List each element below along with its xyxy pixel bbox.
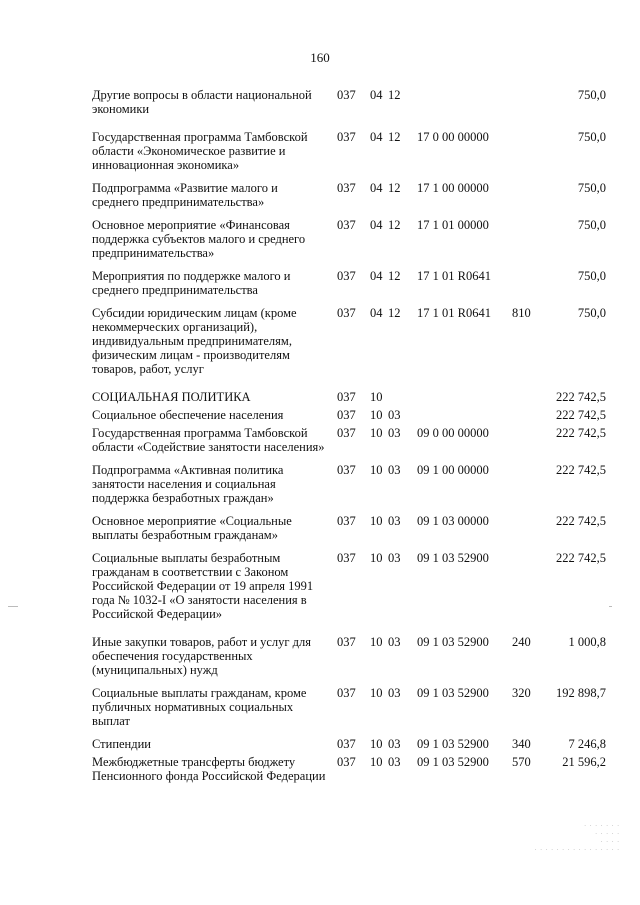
row-csr: 09 1 03 52900 — [417, 551, 489, 565]
row-sum: 222 742,5 — [556, 426, 606, 440]
row-rz: 04 — [370, 218, 383, 232]
row-pr: 12 — [388, 218, 401, 232]
row-name: Социальное обеспечение населения — [92, 408, 284, 422]
row-ved: 037 — [337, 426, 356, 440]
row-pr: 03 — [388, 463, 401, 477]
row-pr: 03 — [388, 426, 401, 440]
row-rz: 04 — [370, 306, 383, 320]
row-name: Государственная программа Тамбовской области «Содействие занятости населения» — [92, 426, 325, 454]
row-name: Подпрограмма «Активная политика занятости населения и социальная поддержка безработных граждан» — [92, 463, 284, 505]
row-sum: 222 742,5 — [556, 408, 606, 422]
row-vr: 570 — [512, 755, 531, 769]
row-pr: 12 — [388, 306, 401, 320]
table-row — [92, 551, 612, 621]
row-ved: 037 — [337, 130, 356, 144]
table-row — [92, 130, 612, 172]
row-csr: 09 0 00 00000 — [417, 426, 489, 440]
row-rz: 10 — [370, 737, 383, 751]
row-rz: 10 — [370, 426, 383, 440]
row-ved: 037 — [337, 390, 356, 404]
row-pr: 03 — [388, 686, 401, 700]
table-row — [92, 181, 612, 209]
table-row — [92, 426, 612, 454]
row-ved: 037 — [337, 269, 356, 283]
margin-mark-left — [8, 606, 18, 607]
row-sum: 222 742,5 — [556, 551, 606, 565]
row-ved: 037 — [337, 88, 356, 102]
row-csr: 09 1 03 52900 — [417, 686, 489, 700]
row-rz: 10 — [370, 551, 383, 565]
row-ved: 037 — [337, 181, 356, 195]
row-name: Субсидии юридическим лицам (кроме некоммерческих организаций), индивидуальным предпринимателям, физическим лицам - производителям товаров, работ, услуг — [92, 306, 297, 376]
table-row — [92, 686, 612, 728]
row-csr: 17 1 01 R0641 — [417, 269, 491, 283]
row-csr: 09 1 03 52900 — [417, 755, 489, 769]
table-row — [92, 463, 612, 505]
row-rz: 10 — [370, 390, 383, 404]
row-pr: 03 — [388, 755, 401, 769]
row-pr: 03 — [388, 551, 401, 565]
table-row — [92, 269, 612, 297]
table-row — [92, 635, 612, 677]
row-name: Иные закупки товаров, работ и услуг для обеспечения государственных (муниципальных) нужд — [92, 635, 312, 677]
row-pr: 12 — [388, 88, 401, 102]
row-name: Основное мероприятие «Финансовая поддержка субъектов малого и среднего предпринимательства» — [92, 218, 306, 260]
row-name: Подпрограмма «Развитие малого и среднего предпринимательства» — [92, 181, 278, 209]
row-name: Государственная программа Тамбовской области «Экономическое развитие и инновационная экономика» — [92, 130, 308, 172]
row-pr: 03 — [388, 408, 401, 422]
row-ved: 037 — [337, 463, 356, 477]
table-row — [92, 218, 612, 260]
row-name: Основное мероприятие «Социальные выплаты безработным гражданам» — [92, 514, 292, 542]
row-pr: 12 — [388, 269, 401, 283]
row-vr: 340 — [512, 737, 531, 751]
row-name: Социальные выплаты гражданам, кроме публичных нормативных социальных выплат — [92, 686, 307, 728]
page-number: 160 — [310, 50, 330, 65]
row-csr: 17 1 01 00000 — [417, 218, 489, 232]
row-csr: 17 1 01 R0641 — [417, 306, 491, 320]
row-name: Другие вопросы в области национальной экономики — [92, 88, 312, 116]
row-vr: 320 — [512, 686, 531, 700]
row-pr: 12 — [388, 130, 401, 144]
row-sum: 750,0 — [577, 181, 606, 195]
table-row — [92, 390, 612, 404]
row-csr: 09 1 03 52900 — [417, 635, 489, 649]
row-sum: 7 246,8 — [568, 737, 606, 751]
table-row — [92, 88, 612, 116]
row-sum: 222 742,5 — [556, 390, 606, 404]
row-pr: 03 — [388, 635, 401, 649]
row-ved: 037 — [337, 686, 356, 700]
table-row — [92, 737, 612, 751]
row-rz: 10 — [370, 514, 383, 528]
row-ved: 037 — [337, 755, 356, 769]
margin-mark-right — [609, 606, 612, 607]
row-sum: 21 596,2 — [562, 755, 606, 769]
row-rz: 04 — [370, 269, 383, 283]
row-pr: 03 — [388, 737, 401, 751]
table-row — [92, 755, 612, 783]
table-row — [92, 514, 612, 542]
row-csr: 17 0 00 00000 — [417, 130, 489, 144]
row-rz: 10 — [370, 635, 383, 649]
row-name: Мероприятия по поддержке малого и среднего предпринимательства — [92, 269, 291, 297]
table-row — [92, 306, 612, 376]
row-rz: 10 — [370, 408, 383, 422]
row-rz: 04 — [370, 130, 383, 144]
row-rz: 10 — [370, 463, 383, 477]
row-sum: 750,0 — [577, 218, 606, 232]
row-vr: 810 — [512, 306, 531, 320]
row-name: Стипендии — [92, 737, 151, 751]
row-sum: 1 000,8 — [568, 635, 606, 649]
row-pr: 03 — [388, 514, 401, 528]
row-rz: 04 — [370, 88, 383, 102]
row-ved: 037 — [337, 408, 356, 422]
row-ved: 037 — [337, 737, 356, 751]
table-row — [92, 408, 612, 422]
row-sum: 750,0 — [577, 306, 606, 320]
row-csr: 17 1 00 00000 — [417, 181, 489, 195]
row-name: СОЦИАЛЬНАЯ ПОЛИТИКА — [92, 390, 251, 404]
row-sum: 750,0 — [577, 269, 606, 283]
row-sum: 750,0 — [577, 130, 606, 144]
row-ved: 037 — [337, 551, 356, 565]
row-ved: 037 — [337, 306, 356, 320]
row-sum: 750,0 — [577, 88, 606, 102]
row-name: Межбюджетные трансферты бюджету Пенсионного фонда Российской Федерации — [92, 755, 326, 783]
row-ved: 037 — [337, 514, 356, 528]
row-sum: 192 898,7 — [556, 686, 606, 700]
row-csr: 09 1 03 00000 — [417, 514, 489, 528]
row-rz: 10 — [370, 686, 383, 700]
row-ved: 037 — [337, 635, 356, 649]
budget-table — [92, 88, 612, 792]
row-rz: 04 — [370, 181, 383, 195]
row-ved: 037 — [337, 218, 356, 232]
row-sum: 222 742,5 — [556, 463, 606, 477]
row-csr: 09 1 03 52900 — [417, 737, 489, 751]
row-rz: 10 — [370, 755, 383, 769]
row-name: Социальные выплаты безработным гражданам в соответствии с Законом Российской Федерации от 19 апреля 1991 года № 1032-I «О занятости населения в Российской Федерации» — [92, 551, 314, 621]
signature-stamp: . . . . . . . . . . . . . . . . . . . . . . . . . . . . . . . . — [534, 820, 620, 852]
row-csr: 09 1 00 00000 — [417, 463, 489, 477]
row-vr: 240 — [512, 635, 531, 649]
row-sum: 222 742,5 — [556, 514, 606, 528]
row-pr: 12 — [388, 181, 401, 195]
